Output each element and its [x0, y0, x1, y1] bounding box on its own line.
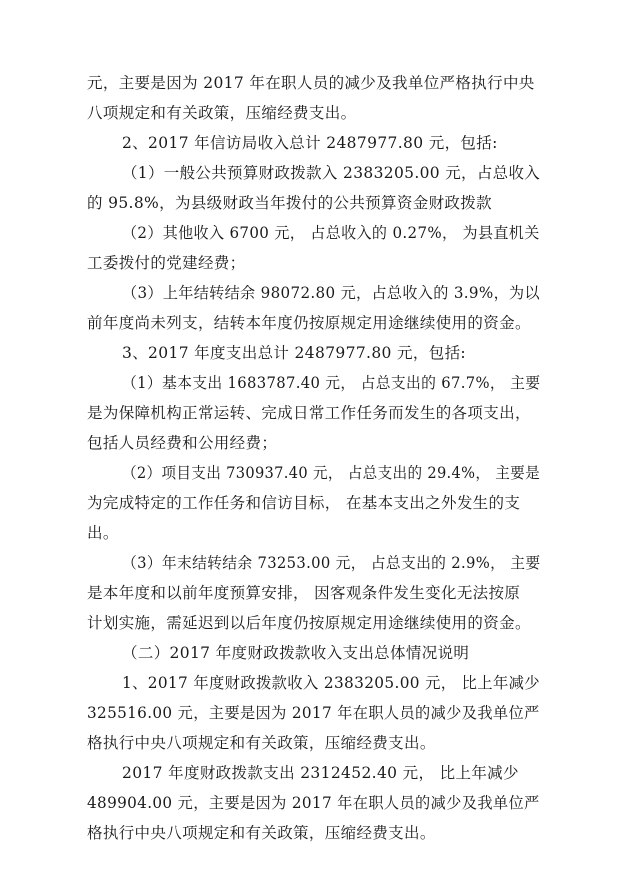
text-line: 格执行中央八项规定和有关政策，压缩经费支出。	[87, 734, 436, 752]
text-line: （2）项目支出 730937.40 元， 占总支出的 29.4%， 主要是	[122, 464, 540, 482]
text-line: 为完成特定的工作任务和信访目标， 在基本支出之外发生的支	[87, 494, 521, 512]
text-line: 包括人员经费和公用经费；	[87, 434, 278, 452]
text-line: 八项规定和有关政策，压缩经费支出。	[87, 104, 357, 122]
text-line: 2、2017 年信访局收入总计 2487977.80 元，包括:	[122, 134, 498, 152]
text-line: 出。	[87, 524, 119, 542]
text-line: 325516.00 元，主要是因为 2017 年在职人员的减少及我单位严	[87, 704, 540, 722]
text-line: 是本年度和以前年度预算安排， 因客观条件发生变化无法按原	[87, 584, 521, 602]
text-line: 工委拨付的党建经费；	[87, 254, 246, 272]
text-line: 3、2017 年度支出总计 2487977.80 元，包括:	[122, 344, 466, 362]
text-line: 格执行中央八项规定和有关政策，压缩经费支出。	[87, 824, 436, 842]
text-line: 计划实施，需延迟到以后年度仍按原规定用途继续使用的资金。	[87, 614, 531, 632]
text-line: （1）一般公共预算财政拨款入 2383205.00 元，占总收入	[122, 164, 541, 182]
text-line: 1、2017 年度财政拨款收入 2383205.00 元， 比上年减少	[122, 674, 540, 692]
text-line: 2017 年度财政拨款支出 2312452.40 元， 比上年减少	[122, 764, 519, 782]
text-line: （3）年末结转结余 73253.00 元， 占总支出的 2.9%， 主要	[122, 554, 541, 572]
text-line: 是为保障机构正常运转、完成日常工作任务而发生的各项支出，	[87, 404, 531, 422]
text-line: 的 95.8%，为县级财政当年拨付的公共预算资金财政拨款	[87, 194, 492, 212]
text-line: 489904.00 元，主要是因为 2017 年在职人员的减少及我单位严	[87, 794, 540, 812]
section-heading: （二）2017 年度财政拨款收入支出总体情况说明	[122, 644, 470, 662]
text-line: 前年度尚未列支，结转本年度仍按原规定用途继续使用的资金。	[87, 314, 531, 332]
text-line: （3）上年结转结余 98072.80 元，占总收入的 3.9%，为以	[122, 284, 540, 302]
text-line: （1）基本支出 1683787.40 元， 占总支出的 67.7%， 主要	[122, 374, 541, 392]
text-line: 元，主要是因为 2017 年在职人员的减少及我单位严格执行中央	[87, 74, 535, 92]
text-line: （2）其他收入 6700 元， 占总收入的 0.27%， 为县直机关	[122, 224, 540, 242]
